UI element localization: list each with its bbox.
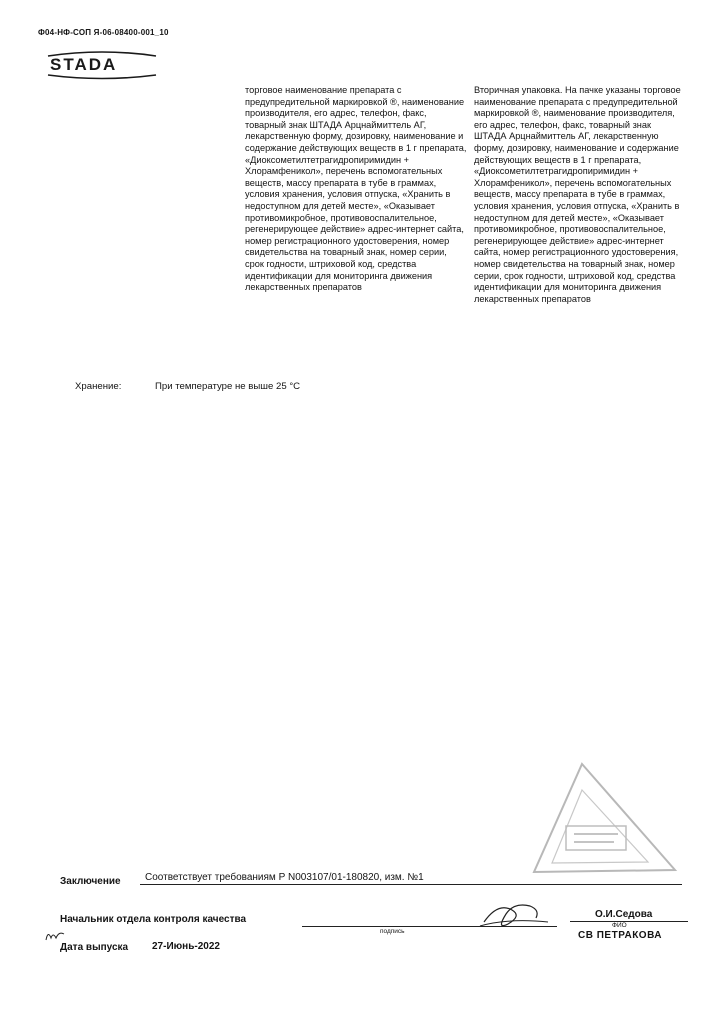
logo-text: STADA: [50, 55, 118, 74]
fio-caption: ФИО: [612, 922, 627, 929]
storage-value: При температуре не выше 25 °С: [155, 381, 301, 392]
conclusion-underline: [140, 884, 682, 885]
signer-name: О.И.Седова: [595, 909, 653, 920]
conclusion-value: Соответствует требованиям Р N003107/01-180820, изм. №1: [145, 872, 424, 883]
storage-label: Хранение:: [75, 381, 122, 392]
head-of-qc-label: Начальник отдела контроля качества: [60, 914, 247, 925]
packaging-text-left: торговое наименование препарата с предупредительной маркировкой ®, наименование производителя, его адрес, телефон, факс, товарный знак ШТАДА Арцнаймиттель АГ, лекарственную форму, дозировку, наименование и содержание действующих веществ в 1 г препарата, «Диоксометилтетрагидропиримидин + Хлорамфеникол», перечень вспомогательных веществ, массу препарата в тубе в граммах, условия хранения, условия отпуска, «Хранить в недоступном для детей месте», «Оказывает противомикробное, противовоспалительное, регенерирующее действие» адрес-интернет сайта, номер регистрационного удостоверения, номер свидетельства на товарный знак, номер серии, срок годности, штриховой код, средства идентификации для мониторинга движения лекарственных препаратов: [245, 85, 467, 293]
release-date-value: 27-Июнь-2022: [152, 941, 220, 952]
conclusion-label: Заключение: [60, 876, 121, 887]
signature-line: [302, 926, 557, 927]
packaging-text-right: Вторичная упаковка. На пачке указаны торговое наименование препарата с предупредительной маркировкой ®, наименование производителя, его адрес, телефон, факс, товарный знак ШТАДА Арцнаймиттель АГ, лекарственную форму, дозировку, наименование и содержание действующих веществ в 1 г препарата, «Диоксометилтетрагидропиримидин + Хлорамфеникол», перечень вспомогательных веществ, массу препарата в тубе в граммах, условия хранения, условия отпуска, «Хранить в недоступном для детей месте», «Оказывает противомикробное, противовоспалительное, регенерирующее действие» адрес-интернет сайта, номер регистрационного удостоверения, номер свидетельства на товарный знак, номер серии, срок годности, штриховой код, средства идентификации для мониторинга движения лекарственных препаратов: [474, 85, 681, 304]
signature-caption: подпись: [380, 928, 405, 935]
fio-line: [570, 921, 688, 922]
stamp-triangle-icon: [530, 760, 680, 878]
release-date-label: Дата выпуска: [60, 942, 129, 953]
name-stamp: СВ ПЕТРАКОВА: [578, 930, 663, 941]
document-id: Ф04-НФ-СОП Я-06-08400-001_10: [38, 28, 169, 37]
initials-mark-icon: [44, 928, 66, 942]
